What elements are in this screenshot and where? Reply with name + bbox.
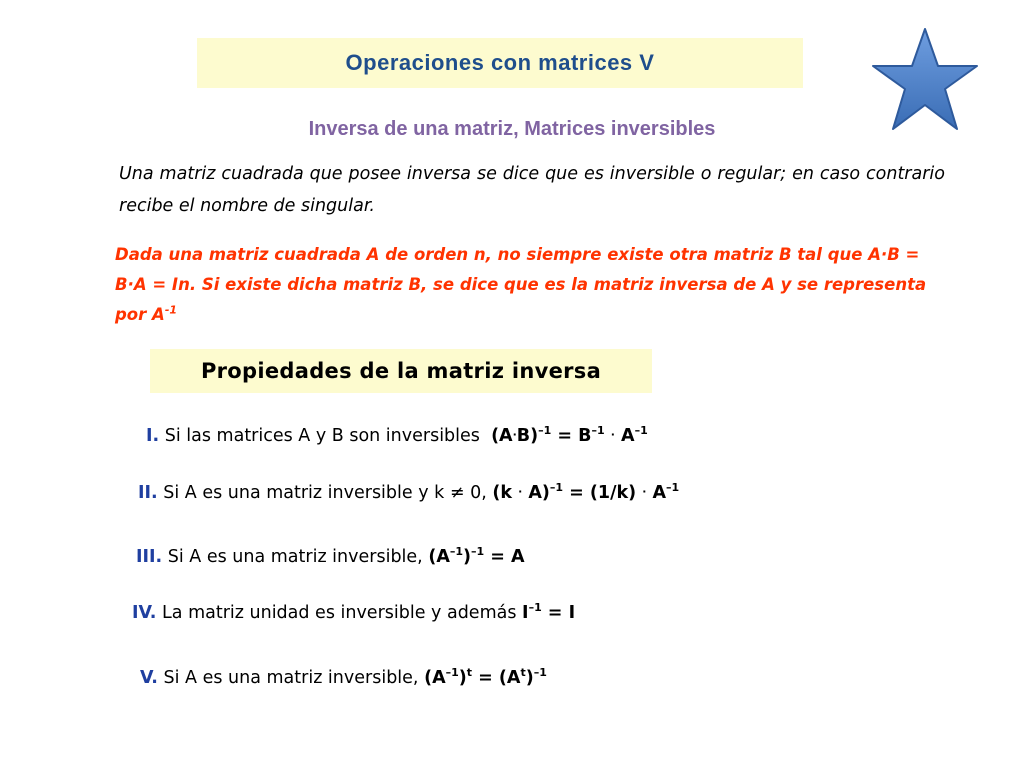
- inverse-superscript: -1: [164, 303, 178, 317]
- properties-banner: [150, 349, 652, 393]
- property-formula: $I^{-1} = I$: [522, 601, 576, 623]
- property-formula: $(A\cdot B)^{-1} = B^{-1} \cdot A^{-1}$: [491, 424, 648, 446]
- property-number: III.: [136, 547, 163, 567]
- property-2: [138, 483, 679, 503]
- property-formula: $(A^{-1})^t = (A^t)^{-1}$: [424, 666, 547, 688]
- property-text: Si A es una matriz inversible,: [167, 547, 423, 567]
- subtitle: Inversa de una matriz, Matrices inversibles: [308, 118, 716, 140]
- property-number: II.: [138, 483, 158, 503]
- inverse-definition-paragraph: [115, 240, 955, 330]
- property-formula: $(k \cdot A)^{-1} = (1/k) \cdot A^{-1}$: [492, 481, 680, 503]
- property-number: I.: [146, 426, 160, 446]
- inverse-definition-text: Dada una matriz cuadrada A de orden n, no siempre existe otra matriz B tal que A·B = B·A = In. Si existe dicha matriz B, se dice que es la matriz inversa de A y se representa por A: [115, 245, 927, 324]
- definition-paragraph: Una matriz cuadrada que posee inversa se dice que es inversible o regular; en caso contrario recibe el nombre de singular.: [119, 164, 945, 216]
- property-text: Si A es una matriz inversible y k ≠ 0,: [163, 483, 487, 503]
- property-5: [140, 668, 547, 688]
- property-text: La matriz unidad es inversible y además: [162, 603, 517, 623]
- page-title: Operaciones con matrices V: [345, 50, 655, 75]
- property-4: [132, 603, 575, 623]
- property-1: [146, 426, 648, 446]
- property-number: IV.: [132, 603, 157, 623]
- title-banner: [197, 38, 803, 88]
- property-number: V.: [140, 668, 158, 688]
- property-3: [136, 547, 525, 567]
- property-text: Si A es una matriz inversible,: [163, 668, 419, 688]
- properties-heading: Propiedades de la matriz inversa: [200, 359, 602, 383]
- property-formula: $(A^{-1})^{-1} = A$: [428, 545, 525, 567]
- property-text: Si las matrices A y B son inversibles: [164, 426, 480, 446]
